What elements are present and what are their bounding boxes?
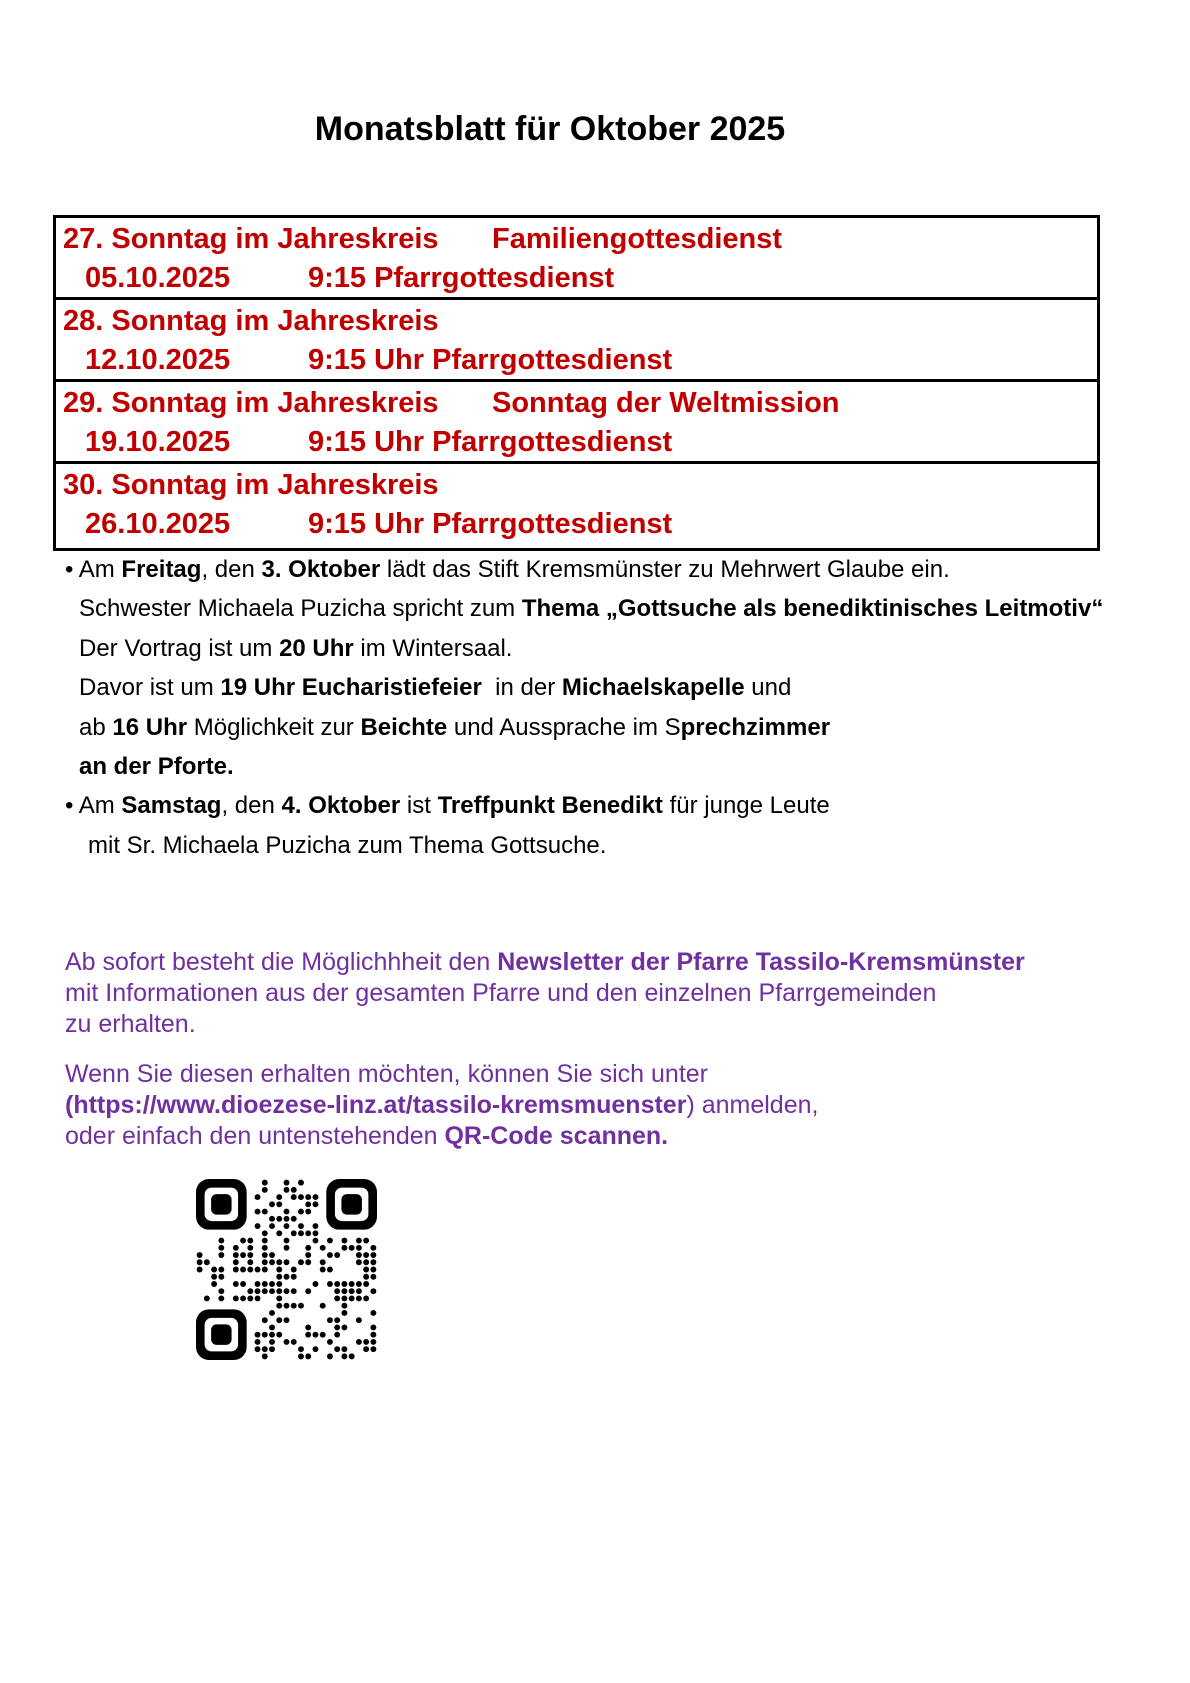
text-line <box>65 1122 818 1153</box>
text-segment-bold: 3. Oktober <box>261 556 381 583</box>
text-segment: im Wintersaal. <box>353 634 513 662</box>
text-line <box>65 674 1103 713</box>
text-line <box>65 948 1025 979</box>
text-segment: Wenn Sie diesen erhalten möchten, können Sie sich unter <box>65 1060 708 1088</box>
row-title: 30. Sonntag im Jahreskreis <box>63 469 439 501</box>
table-row <box>56 382 1097 464</box>
text-segment: Der Vortrag ist um <box>79 634 280 662</box>
row-time: 9:15 Uhr Pfarrgottesdienst <box>308 426 673 458</box>
text-segment: • Am <box>65 556 122 583</box>
text-line <box>65 832 1103 871</box>
text-segment: oder einfach den untenstehenden <box>65 1122 445 1150</box>
text-segment: ) anmelden, <box>686 1091 819 1119</box>
text-segment-bold: Thema „Gottsuche als benediktinisches Leitmotiv“ <box>521 595 1104 623</box>
row-title: 29. Sonntag im Jahreskreis <box>63 387 439 419</box>
text-line <box>65 635 1103 674</box>
text-segment-bold: Treffpunkt Benedikt <box>437 792 663 820</box>
row-date: 12.10.2025 <box>85 344 231 376</box>
text-segment: , den <box>221 792 282 820</box>
page-title: Monatsblatt für Oktober 2025 <box>314 110 786 148</box>
text-segment-bold: Beichte <box>360 713 448 741</box>
text-segment: und Aussprache im S <box>447 713 681 741</box>
text-segment-bold: Newsletter der Pfarre Tassilo-Kremsmünster <box>497 948 1025 976</box>
signup-info <box>65 1060 818 1153</box>
text-line <box>65 714 1103 753</box>
row-time: 9:15 Pfarrgottesdienst <box>308 262 615 294</box>
qr-code <box>196 1179 377 1360</box>
text-segment: Ab sofort besteht die Möglichhheit den <box>65 948 498 976</box>
newsletter-info <box>65 948 1025 1041</box>
qr-code-image <box>196 1179 377 1360</box>
row-event: Sonntag der Weltmission <box>492 387 840 419</box>
text-segment: zu erhalten. <box>65 1010 196 1038</box>
text-segment: Schwester Michaela Puzicha spricht zum <box>79 595 522 623</box>
table-row <box>56 300 1097 382</box>
row-title: 27. Sonntag im Jahreskreis <box>63 223 439 255</box>
text-segment-bold: prechzimmer <box>680 713 831 741</box>
text-segment-bold: QR-Code scannen. <box>444 1122 669 1150</box>
text-segment: in der <box>481 674 562 702</box>
text-segment-bold: (https://www.dioezese-linz.at/tassilo-kremsmuenster <box>65 1091 687 1119</box>
table-row <box>56 464 1097 548</box>
text-segment: ab <box>79 713 113 741</box>
text-segment: lädt das Stift Kremsmünster zu Mehrwert Glaube ein. <box>380 556 950 583</box>
text-segment: ist <box>400 792 438 820</box>
row-date: 26.10.2025 <box>85 508 231 540</box>
text-segment: Möglichkeit zur <box>187 713 361 741</box>
text-segment: für junge Leute <box>662 792 830 820</box>
text-segment-bold: an der Pforte. <box>79 752 234 780</box>
text-line <box>65 556 1103 595</box>
row-date: 19.10.2025 <box>85 426 231 458</box>
row-date: 05.10.2025 <box>85 262 231 294</box>
text-line <box>65 979 1025 1010</box>
text-segment-bold: 20 Uhr <box>279 634 354 662</box>
text-segment-bold: 16 Uhr <box>112 713 188 741</box>
text-segment: , den <box>201 556 262 583</box>
table-row <box>56 218 1097 300</box>
text-line <box>65 792 1103 831</box>
text-line <box>65 1060 818 1091</box>
text-line <box>65 753 1103 792</box>
text-segment-bold: Samstag <box>121 792 222 820</box>
text-segment: und <box>744 674 792 702</box>
text-segment-bold: Michaelskapelle <box>561 674 745 702</box>
text-segment: mit Informationen aus der gesamten Pfarre und den einzelnen Pfarrgemeinden <box>65 979 937 1007</box>
text-segment-bold: 4. Oktober <box>281 792 401 820</box>
text-line <box>65 595 1103 634</box>
row-event: Familiengottesdienst <box>492 223 783 255</box>
text-segment: • Am <box>65 792 122 820</box>
row-time: 9:15 Uhr Pfarrgottesdienst <box>308 344 673 376</box>
text-line <box>65 1091 818 1122</box>
text-segment-bold: Freitag <box>121 556 202 583</box>
mass-schedule-table <box>53 215 1100 551</box>
text-segment: mit Sr. Michaela Puzicha zum Thema Gottsuche. <box>88 831 607 859</box>
text-line <box>65 1010 1025 1041</box>
row-time: 9:15 Uhr Pfarrgottesdienst <box>308 508 673 540</box>
text-segment-bold: 19 Uhr Eucharistiefeier <box>220 674 482 702</box>
row-title: 28. Sonntag im Jahreskreis <box>63 305 439 337</box>
announcements <box>65 556 1103 871</box>
text-segment: Davor ist um <box>79 674 221 702</box>
